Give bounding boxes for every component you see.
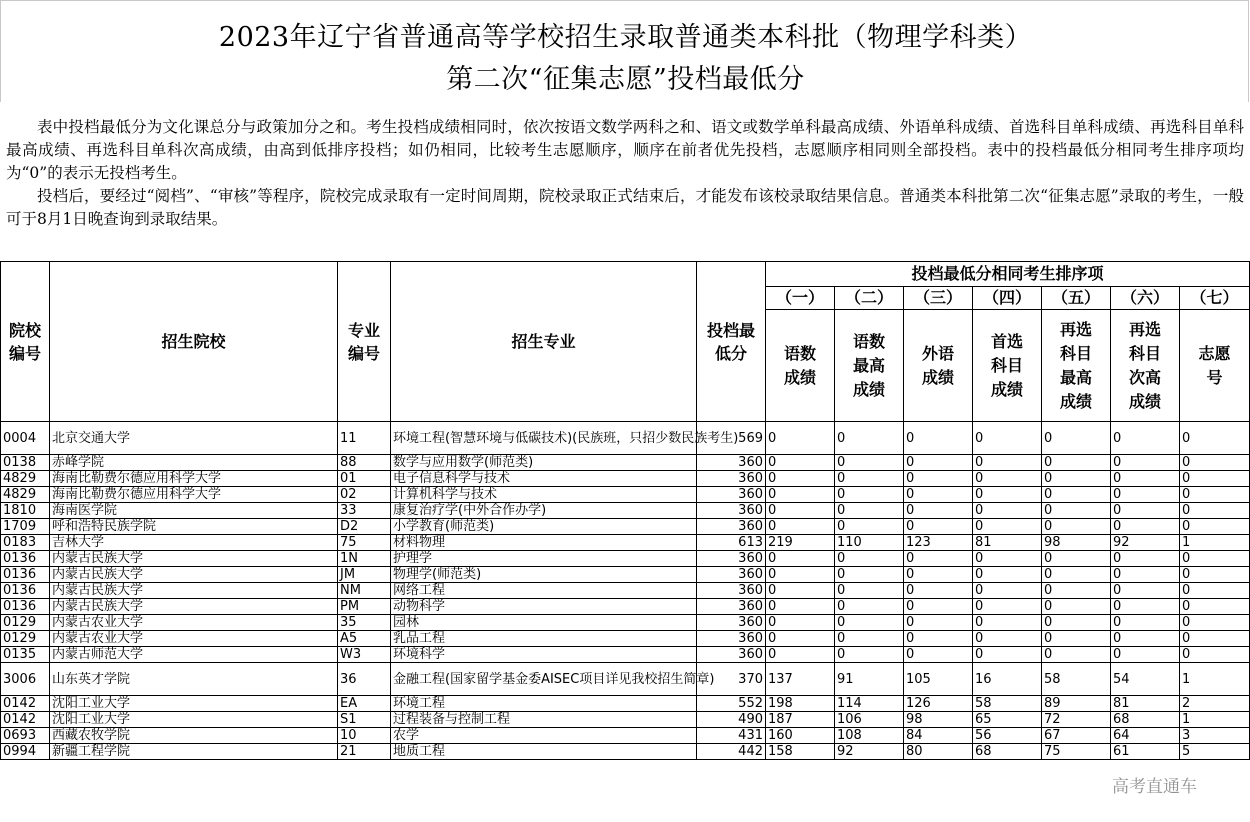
rank-3-cell: 0 <box>904 567 973 583</box>
min-score-cell: 370 <box>697 663 766 696</box>
rank-6-cell: 0 <box>1111 503 1180 519</box>
rank-2-cell: 0 <box>835 599 904 615</box>
rank-5-cell: 0 <box>1042 583 1111 599</box>
rank-3-cell: 126 <box>904 696 973 712</box>
table-row <box>1 647 1250 663</box>
table-row <box>1 615 1250 631</box>
major-name-cell: 动物科学 <box>391 599 697 615</box>
table-row <box>1 631 1250 647</box>
major-code-cell: 11 <box>338 422 391 455</box>
school-name-cell: 内蒙古民族大学 <box>50 551 338 567</box>
rank-5-cell: 0 <box>1042 503 1111 519</box>
rank-1-cell: 0 <box>766 422 835 455</box>
rank-7-cell: 0 <box>1180 583 1250 599</box>
school-code-cell: 3006 <box>1 663 50 696</box>
school-code-cell: 0129 <box>1 615 50 631</box>
school-code-cell: 4829 <box>1 471 50 487</box>
rank-1-cell: 0 <box>766 615 835 631</box>
major-name-cell: 地质工程 <box>391 744 697 760</box>
min-score-cell: 490 <box>697 712 766 728</box>
major-code-cell: 21 <box>338 744 391 760</box>
rank-7-cell: 0 <box>1180 567 1250 583</box>
school-name-cell: 沈阳工业大学 <box>50 696 338 712</box>
rank-1-cell: 219 <box>766 535 835 551</box>
rank-1-cell: 0 <box>766 503 835 519</box>
school-name-cell: 赤峰学院 <box>50 455 338 471</box>
school-name-cell: 呼和浩特民族学院 <box>50 519 338 535</box>
intro-notes <box>6 116 1244 231</box>
major-name-cell: 园林 <box>391 615 697 631</box>
major-name-cell: 金融工程(国家留学基金委AISEC项目详见我校招生简章) <box>391 663 697 696</box>
rank-1-cell: 0 <box>766 631 835 647</box>
rank-7-cell: 2 <box>1180 696 1250 712</box>
school-name-cell: 山东英才学院 <box>50 663 338 696</box>
header-rank-number: （七） <box>1180 287 1250 310</box>
rank-2-cell: 0 <box>835 519 904 535</box>
school-name-cell: 新疆工程学院 <box>50 744 338 760</box>
rank-6-cell: 0 <box>1111 599 1180 615</box>
page-title: 2023年辽宁省普通高等学校招生录取普通类本科批（物理学科类） <box>218 22 1033 53</box>
major-code-cell: 33 <box>338 503 391 519</box>
rank-1-cell: 0 <box>766 455 835 471</box>
major-code-cell: 10 <box>338 728 391 744</box>
rank-5-cell: 67 <box>1042 728 1111 744</box>
rank-6-cell: 0 <box>1111 471 1180 487</box>
rank-3-cell: 0 <box>904 583 973 599</box>
header-rank-name: 志愿号 <box>1180 310 1250 422</box>
rank-5-cell: 58 <box>1042 663 1111 696</box>
rank-4-cell: 0 <box>973 422 1042 455</box>
rank-6-cell: 0 <box>1111 615 1180 631</box>
min-score-cell: 360 <box>697 599 766 615</box>
rank-2-cell: 0 <box>835 583 904 599</box>
rank-6-cell: 0 <box>1111 422 1180 455</box>
min-score-cell: 360 <box>697 647 766 663</box>
rank-3-cell: 0 <box>904 487 973 503</box>
intro-paragraph-2: 投档后，要经过“阅档”、“审核”等程序，院校完成录取有一定时间周期，院校录取正式结束后，才能发布该校录取结果信息。普通类本科批第二次“征集志愿”录取的考生，一般可于8月1日晚查询到录取结果。 <box>6 187 1244 228</box>
school-code-cell: 0136 <box>1 551 50 567</box>
major-code-cell: W3 <box>338 647 391 663</box>
rank-5-cell: 0 <box>1042 519 1111 535</box>
rank-1-cell: 0 <box>766 647 835 663</box>
rank-1-cell: 0 <box>766 471 835 487</box>
rank-5-cell: 0 <box>1042 647 1111 663</box>
rank-4-cell: 68 <box>973 744 1042 760</box>
header-rank-number: （六） <box>1111 287 1180 310</box>
school-name-cell: 内蒙古民族大学 <box>50 583 338 599</box>
rank-1-cell: 198 <box>766 696 835 712</box>
rank-7-cell: 0 <box>1180 471 1250 487</box>
rank-7-cell: 0 <box>1180 631 1250 647</box>
rank-2-cell: 0 <box>835 631 904 647</box>
rank-7-cell: 0 <box>1180 487 1250 503</box>
rank-3-cell: 80 <box>904 744 973 760</box>
table-row <box>1 567 1250 583</box>
rank-2-cell: 106 <box>835 712 904 728</box>
rank-4-cell: 0 <box>973 647 1042 663</box>
rank-3-cell: 0 <box>904 631 973 647</box>
school-code-cell: 0994 <box>1 744 50 760</box>
major-code-cell: 01 <box>338 471 391 487</box>
rank-6-cell: 64 <box>1111 728 1180 744</box>
major-name-cell: 环境工程 <box>391 696 697 712</box>
rank-6-cell: 0 <box>1111 519 1180 535</box>
rank-5-cell: 0 <box>1042 599 1111 615</box>
major-name-cell: 材料物理 <box>391 535 697 551</box>
min-score-cell: 360 <box>697 583 766 599</box>
header-min-score: 投档最低分 <box>697 262 766 422</box>
rank-3-cell: 0 <box>904 599 973 615</box>
rank-5-cell: 0 <box>1042 422 1111 455</box>
rank-1-cell: 158 <box>766 744 835 760</box>
min-score-cell: 360 <box>697 455 766 471</box>
school-name-cell: 北京交通大学 <box>50 422 338 455</box>
school-code-cell: 4829 <box>1 487 50 503</box>
rank-4-cell: 0 <box>973 551 1042 567</box>
rank-3-cell: 0 <box>904 519 973 535</box>
school-code-cell: 1709 <box>1 519 50 535</box>
rank-4-cell: 81 <box>973 535 1042 551</box>
school-code-cell: 0136 <box>1 567 50 583</box>
rank-1-cell: 0 <box>766 599 835 615</box>
rank-6-cell: 0 <box>1111 631 1180 647</box>
rank-7-cell: 5 <box>1180 744 1250 760</box>
major-name-cell: 农学 <box>391 728 697 744</box>
school-code-cell: 0138 <box>1 455 50 471</box>
major-name-cell: 环境工程(智慧环境与低碳技术)(民族班，只招少数民族考生) <box>391 422 697 455</box>
min-score-cell: 360 <box>697 487 766 503</box>
header-rank-name: 外语成绩 <box>904 310 973 422</box>
rank-4-cell: 0 <box>973 471 1042 487</box>
table-row <box>1 663 1250 696</box>
school-code-cell: 0136 <box>1 599 50 615</box>
school-code-cell: 0136 <box>1 583 50 599</box>
rank-4-cell: 0 <box>973 503 1042 519</box>
major-code-cell: 35 <box>338 615 391 631</box>
school-name-cell: 沈阳工业大学 <box>50 712 338 728</box>
rank-4-cell: 58 <box>973 696 1042 712</box>
rank-6-cell: 0 <box>1111 487 1180 503</box>
header-rank-number: （四） <box>973 287 1042 310</box>
rank-7-cell: 3 <box>1180 728 1250 744</box>
rank-2-cell: 0 <box>835 471 904 487</box>
rank-3-cell: 105 <box>904 663 973 696</box>
major-code-cell: 75 <box>338 535 391 551</box>
school-name-cell: 内蒙古师范大学 <box>50 647 338 663</box>
major-name-cell: 电子信息科学与技术 <box>391 471 697 487</box>
table-row <box>1 551 1250 567</box>
header-rank-name: 语数最高成绩 <box>835 310 904 422</box>
header-rank-name: 再选科目最高成绩 <box>1042 310 1111 422</box>
rank-5-cell: 0 <box>1042 471 1111 487</box>
school-name-cell: 内蒙古民族大学 <box>50 567 338 583</box>
table-row <box>1 696 1250 712</box>
rank-4-cell: 0 <box>973 583 1042 599</box>
rank-2-cell: 0 <box>835 647 904 663</box>
table-row <box>1 422 1250 455</box>
major-code-cell: 36 <box>338 663 391 696</box>
school-name-cell: 内蒙古农业大学 <box>50 615 338 631</box>
major-name-cell: 数学与应用数学(师范类) <box>391 455 697 471</box>
rank-3-cell: 84 <box>904 728 973 744</box>
school-name-cell: 内蒙古农业大学 <box>50 631 338 647</box>
table-row <box>1 519 1250 535</box>
rank-2-cell: 0 <box>835 422 904 455</box>
rank-1-cell: 0 <box>766 519 835 535</box>
table-row <box>1 599 1250 615</box>
rank-4-cell: 16 <box>973 663 1042 696</box>
rank-3-cell: 0 <box>904 551 973 567</box>
school-code-cell: 1810 <box>1 503 50 519</box>
table-row <box>1 471 1250 487</box>
school-name-cell: 西藏农牧学院 <box>50 728 338 744</box>
title-banner <box>0 0 1249 102</box>
school-name-cell: 海南医学院 <box>50 503 338 519</box>
min-score-cell: 360 <box>697 567 766 583</box>
rank-3-cell: 0 <box>904 503 973 519</box>
page-subtitle: 第二次“征集志愿”投档最低分 <box>446 64 805 95</box>
rank-4-cell: 0 <box>973 599 1042 615</box>
rank-6-cell: 0 <box>1111 551 1180 567</box>
rank-5-cell: 0 <box>1042 615 1111 631</box>
major-code-cell: EA <box>338 696 391 712</box>
rank-6-cell: 92 <box>1111 535 1180 551</box>
rank-2-cell: 92 <box>835 744 904 760</box>
table-row <box>1 583 1250 599</box>
table-row <box>1 728 1250 744</box>
rank-3-cell: 0 <box>904 647 973 663</box>
header-rank-name: 首选科目成绩 <box>973 310 1042 422</box>
rank-4-cell: 0 <box>973 519 1042 535</box>
rank-4-cell: 0 <box>973 615 1042 631</box>
school-name-cell: 海南比勒费尔德应用科学大学 <box>50 487 338 503</box>
header-rank-name: 语数成绩 <box>766 310 835 422</box>
rank-5-cell: 89 <box>1042 696 1111 712</box>
rank-5-cell: 0 <box>1042 567 1111 583</box>
rank-1-cell: 137 <box>766 663 835 696</box>
major-code-cell: A5 <box>338 631 391 647</box>
rank-5-cell: 75 <box>1042 744 1111 760</box>
header-rank-number: （一） <box>766 287 835 310</box>
rank-4-cell: 65 <box>973 712 1042 728</box>
rank-2-cell: 0 <box>835 615 904 631</box>
rank-3-cell: 0 <box>904 471 973 487</box>
school-code-cell: 0142 <box>1 696 50 712</box>
major-code-cell: PM <box>338 599 391 615</box>
rank-7-cell: 0 <box>1180 503 1250 519</box>
rank-4-cell: 56 <box>973 728 1042 744</box>
header-school-code: 院校编号 <box>1 262 50 422</box>
major-name-cell: 环境科学 <box>391 647 697 663</box>
major-code-cell: 1N <box>338 551 391 567</box>
school-name-cell: 吉林大学 <box>50 535 338 551</box>
rank-2-cell: 0 <box>835 455 904 471</box>
rank-7-cell: 0 <box>1180 599 1250 615</box>
major-name-cell: 小学教育(师范类) <box>391 519 697 535</box>
table-body <box>1 422 1250 760</box>
min-score-cell: 569 <box>697 422 766 455</box>
major-code-cell: D2 <box>338 519 391 535</box>
rank-3-cell: 98 <box>904 712 973 728</box>
watermark: 高考直通车 <box>1112 777 1197 797</box>
header-school-name: 招生院校 <box>50 262 338 422</box>
min-score-cell: 442 <box>697 744 766 760</box>
header-major-code: 专业编号 <box>338 262 391 422</box>
header-major-name: 招生专业 <box>391 262 697 422</box>
header-rank-number: （三） <box>904 287 973 310</box>
table-row <box>1 744 1250 760</box>
major-code-cell: NM <box>338 583 391 599</box>
min-score-cell: 360 <box>697 503 766 519</box>
rank-7-cell: 0 <box>1180 519 1250 535</box>
rank-3-cell: 0 <box>904 422 973 455</box>
rank-4-cell: 0 <box>973 455 1042 471</box>
table-row <box>1 535 1250 551</box>
admission-score-table <box>0 261 1250 760</box>
rank-6-cell: 61 <box>1111 744 1180 760</box>
rank-7-cell: 0 <box>1180 647 1250 663</box>
school-code-cell: 0129 <box>1 631 50 647</box>
major-name-cell: 物理学(师范类) <box>391 567 697 583</box>
min-score-cell: 360 <box>697 615 766 631</box>
rank-6-cell: 68 <box>1111 712 1180 728</box>
min-score-cell: 431 <box>697 728 766 744</box>
rank-4-cell: 0 <box>973 567 1042 583</box>
rank-3-cell: 123 <box>904 535 973 551</box>
min-score-cell: 360 <box>697 551 766 567</box>
rank-5-cell: 0 <box>1042 551 1111 567</box>
school-code-cell: 0183 <box>1 535 50 551</box>
rank-1-cell: 187 <box>766 712 835 728</box>
rank-6-cell: 0 <box>1111 583 1180 599</box>
rank-2-cell: 114 <box>835 696 904 712</box>
table-row <box>1 712 1250 728</box>
rank-2-cell: 110 <box>835 535 904 551</box>
rank-5-cell: 0 <box>1042 455 1111 471</box>
rank-2-cell: 0 <box>835 551 904 567</box>
major-code-cell: JM <box>338 567 391 583</box>
school-name-cell: 内蒙古民族大学 <box>50 599 338 615</box>
rank-6-cell: 81 <box>1111 696 1180 712</box>
rank-1-cell: 0 <box>766 567 835 583</box>
major-name-cell: 护理学 <box>391 551 697 567</box>
header-rank-number: （二） <box>835 287 904 310</box>
school-code-cell: 0004 <box>1 422 50 455</box>
intro-paragraph-1: 表中投档最低分为文化课总分与政策加分之和。考生投档成绩相同时，依次按语文数学两科之和、语文或数学单科最高成绩、外语单科成绩、首选科目单科成绩、再选科目单科最高成绩、再选科目单科次高成绩，由高到低排序投档；如仍相同，比较考生志愿顺序，顺序在前者优先投档，志愿顺序相同则全部投档。表中的投档最低分相同考生排序项均为“0”的表示无投档考生。 <box>6 118 1244 182</box>
major-name-cell: 网络工程 <box>391 583 697 599</box>
rank-5-cell: 72 <box>1042 712 1111 728</box>
rank-5-cell: 0 <box>1042 487 1111 503</box>
min-score-cell: 360 <box>697 631 766 647</box>
rank-4-cell: 0 <box>973 487 1042 503</box>
rank-5-cell: 0 <box>1042 631 1111 647</box>
header-rank-group: 投档最低分相同考生排序项 <box>766 262 1250 287</box>
rank-1-cell: 0 <box>766 551 835 567</box>
rank-2-cell: 0 <box>835 567 904 583</box>
major-name-cell: 康复治疗学(中外合作办学) <box>391 503 697 519</box>
header-rank-name: 再选科目次高成绩 <box>1111 310 1180 422</box>
major-code-cell: 88 <box>338 455 391 471</box>
rank-5-cell: 98 <box>1042 535 1111 551</box>
school-code-cell: 0135 <box>1 647 50 663</box>
major-name-cell: 计算机科学与技术 <box>391 487 697 503</box>
rank-2-cell: 0 <box>835 503 904 519</box>
major-name-cell: 过程装备与控制工程 <box>391 712 697 728</box>
school-name-cell: 海南比勒费尔德应用科学大学 <box>50 471 338 487</box>
rank-1-cell: 160 <box>766 728 835 744</box>
min-score-cell: 360 <box>697 519 766 535</box>
table-row <box>1 455 1250 471</box>
rank-2-cell: 91 <box>835 663 904 696</box>
table-row <box>1 503 1250 519</box>
min-score-cell: 360 <box>697 471 766 487</box>
rank-3-cell: 0 <box>904 455 973 471</box>
header-rank-number: （五） <box>1042 287 1111 310</box>
rank-3-cell: 0 <box>904 615 973 631</box>
rank-7-cell: 0 <box>1180 422 1250 455</box>
rank-1-cell: 0 <box>766 487 835 503</box>
school-code-cell: 0142 <box>1 712 50 728</box>
min-score-cell: 613 <box>697 535 766 551</box>
rank-4-cell: 0 <box>973 631 1042 647</box>
rank-1-cell: 0 <box>766 583 835 599</box>
major-code-cell: 02 <box>338 487 391 503</box>
school-code-cell: 0693 <box>1 728 50 744</box>
rank-7-cell: 1 <box>1180 663 1250 696</box>
rank-7-cell: 0 <box>1180 615 1250 631</box>
rank-6-cell: 0 <box>1111 647 1180 663</box>
rank-7-cell: 0 <box>1180 455 1250 471</box>
rank-6-cell: 54 <box>1111 663 1180 696</box>
rank-7-cell: 1 <box>1180 712 1250 728</box>
major-code-cell: S1 <box>338 712 391 728</box>
rank-2-cell: 0 <box>835 487 904 503</box>
rank-2-cell: 108 <box>835 728 904 744</box>
min-score-cell: 552 <box>697 696 766 712</box>
table-row <box>1 487 1250 503</box>
major-name-cell: 乳品工程 <box>391 631 697 647</box>
rank-7-cell: 0 <box>1180 551 1250 567</box>
rank-6-cell: 0 <box>1111 567 1180 583</box>
rank-6-cell: 0 <box>1111 455 1180 471</box>
rank-7-cell: 1 <box>1180 535 1250 551</box>
